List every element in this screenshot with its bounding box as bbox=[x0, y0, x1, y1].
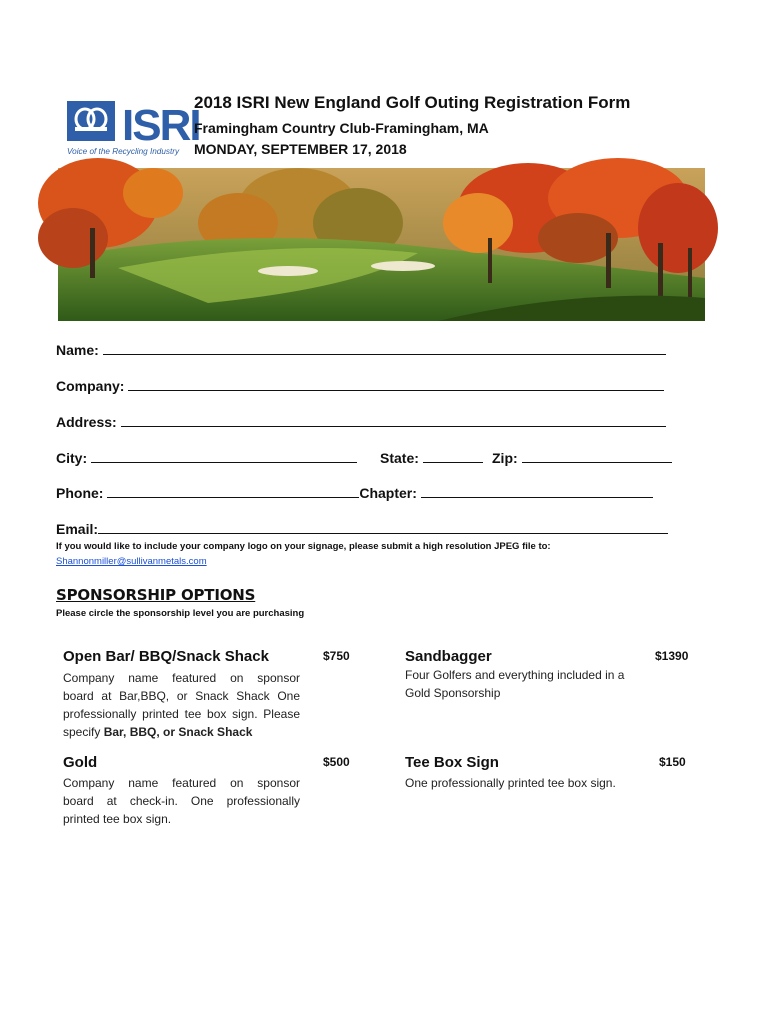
contact-email-link[interactable]: Shannonmiller@sullivanmetals.com bbox=[56, 556, 207, 567]
desc-line: board at check-in. One professionally bbox=[63, 794, 300, 808]
company-field[interactable] bbox=[128, 377, 664, 391]
desc-text: specify bbox=[63, 725, 104, 739]
state-label: State: bbox=[380, 450, 419, 466]
golf-course-photo bbox=[58, 168, 705, 321]
event-date: MONDAY, SEPTEMBER 17, 2018 bbox=[194, 141, 407, 157]
desc-line: One professionally printed tee box sign. bbox=[405, 776, 616, 790]
address-row bbox=[56, 413, 666, 430]
name-label: Name: bbox=[56, 342, 99, 358]
chapter-label: Chapter: bbox=[359, 485, 417, 501]
city-row bbox=[56, 449, 357, 466]
state-field[interactable] bbox=[423, 449, 483, 463]
email-field[interactable] bbox=[98, 520, 668, 534]
option-price-tee-box-sign: $150 bbox=[659, 755, 686, 769]
zip-row bbox=[492, 449, 672, 466]
desc-line: Four Golfers and everything included in a bbox=[405, 668, 625, 682]
option-title-sandbagger: Sandbagger bbox=[405, 648, 492, 665]
zip-label: Zip: bbox=[492, 450, 518, 466]
option-title-gold: Gold bbox=[63, 754, 98, 771]
logo-tagline: Voice of the Recycling Industry bbox=[67, 147, 180, 156]
option-price-sandbagger: $1390 bbox=[655, 649, 689, 663]
logo-submission-note: If you would like to include your company logo on your signage, please submit a high resolution JPEG file to: bbox=[56, 541, 551, 552]
desc-line: printed tee box sign. bbox=[63, 812, 172, 826]
option-desc-tee-box-sign bbox=[405, 774, 665, 792]
email-label: Email: bbox=[56, 521, 99, 537]
desc-line: Company name featured on sponsor bbox=[63, 671, 300, 685]
desc-line: Company name featured on sponsor bbox=[63, 776, 300, 790]
option-desc-gold bbox=[63, 774, 300, 828]
desc-line: professionally printed tee box sign. Please bbox=[63, 707, 300, 721]
zip-field[interactable] bbox=[522, 449, 672, 463]
option-title-open-bar: Open Bar/ BBQ/Snack Shack bbox=[63, 648, 269, 665]
chapter-field[interactable] bbox=[421, 484, 653, 498]
sponsorship-instruction: Please circle the sponsorship level you are purchasing bbox=[56, 608, 305, 619]
name-field[interactable] bbox=[103, 341, 666, 355]
page-title: 2018 ISRI New England Golf Outing Registration Form bbox=[194, 93, 631, 112]
option-title-tee-box-sign: Tee Box Sign bbox=[405, 754, 499, 771]
logo-wordmark: ISRI bbox=[122, 101, 200, 150]
name-row bbox=[56, 341, 666, 358]
venue-text: Framingham Country Club-Framingham, MA bbox=[194, 120, 489, 136]
phone-label: Phone: bbox=[56, 485, 104, 501]
company-label: Company: bbox=[56, 378, 125, 394]
sponsorship-heading: SPONSORSHIP OPTIONS bbox=[56, 586, 256, 604]
email-row bbox=[56, 520, 668, 537]
address-label: Address: bbox=[56, 414, 117, 430]
isri-logo bbox=[66, 99, 200, 157]
option-price-gold: $500 bbox=[323, 755, 350, 769]
desc-line: board at Bar,BBQ, or Snack Shack One bbox=[63, 689, 300, 703]
state-row bbox=[380, 449, 483, 466]
desc-bold-text: Bar, BBQ, or Snack Shack bbox=[103, 725, 253, 739]
option-price-open-bar: $750 bbox=[323, 649, 350, 663]
phone-field[interactable] bbox=[107, 484, 359, 498]
option-desc-sandbagger bbox=[405, 666, 645, 702]
city-field[interactable] bbox=[91, 449, 357, 463]
company-row bbox=[56, 377, 664, 394]
desc-line: Gold Sponsorship bbox=[405, 686, 501, 700]
city-label: City: bbox=[56, 450, 88, 466]
address-field[interactable] bbox=[121, 413, 666, 427]
desc-line bbox=[63, 723, 300, 741]
option-desc-open-bar bbox=[63, 669, 300, 741]
phone-row bbox=[56, 484, 653, 501]
